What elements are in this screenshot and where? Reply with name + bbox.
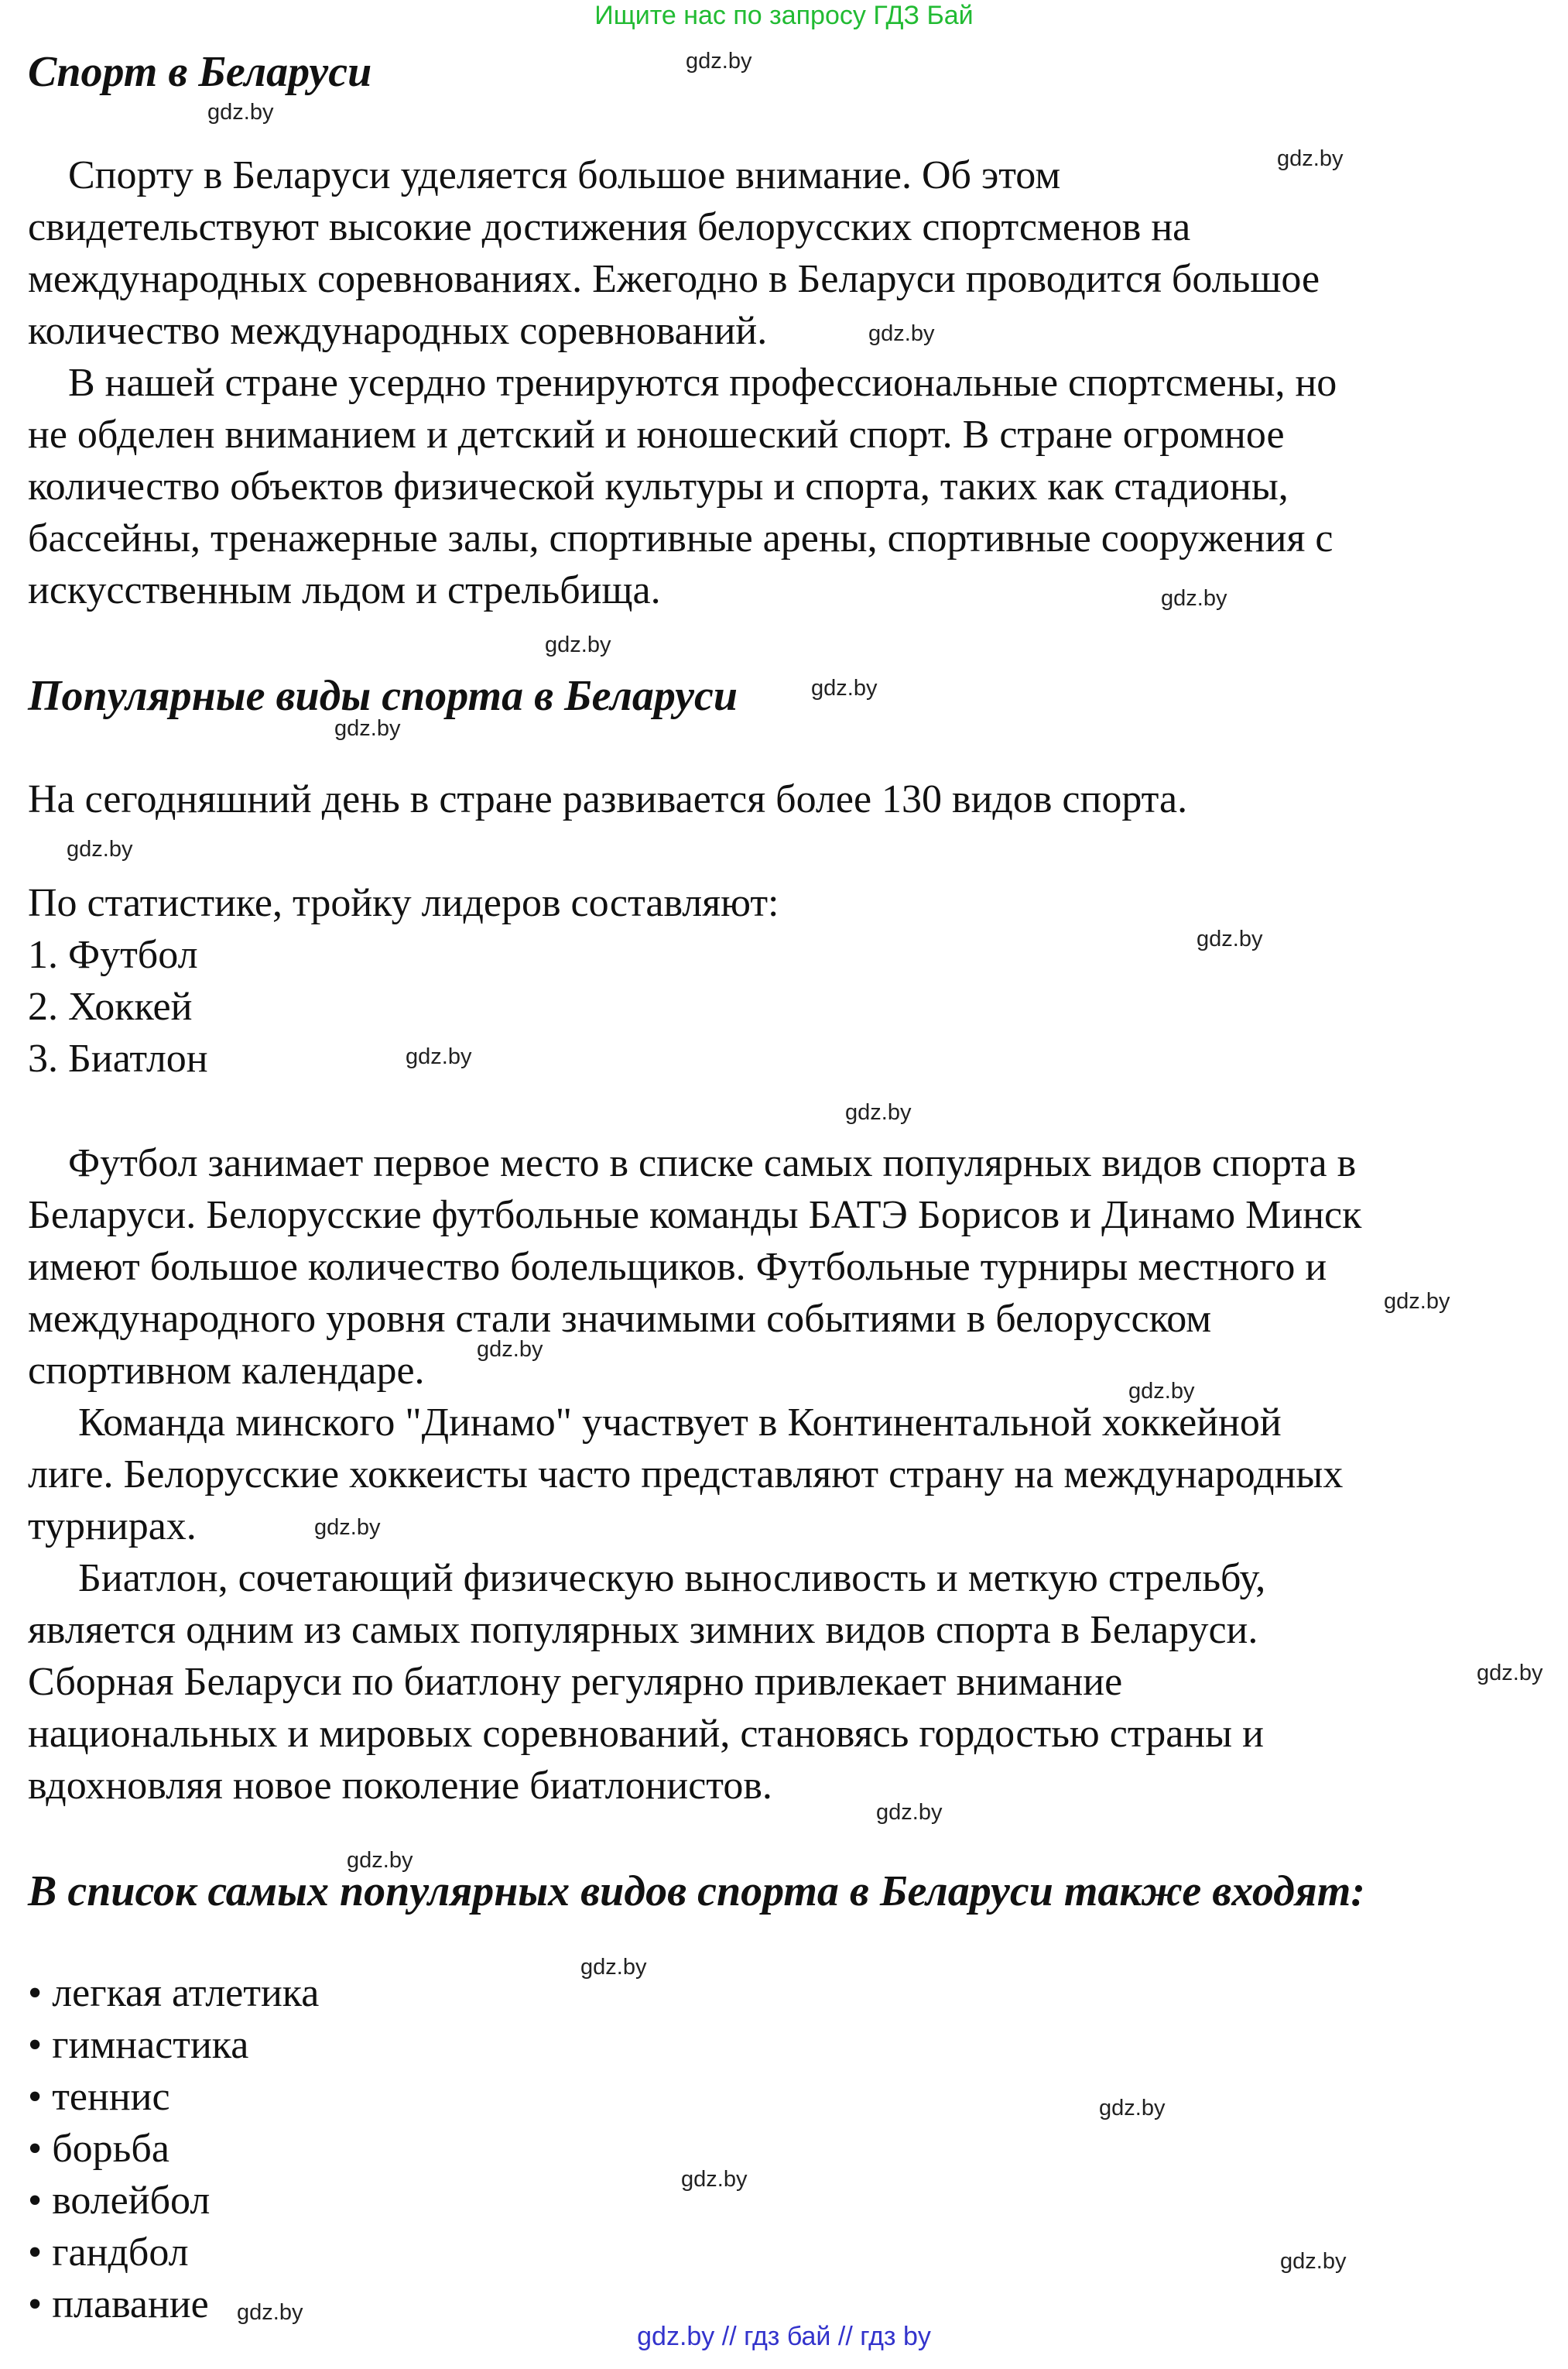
- paragraph-line: В нашей стране усердно тренируются профессиональные спортсмены, но: [28, 361, 1337, 405]
- watermark: gdz.by: [681, 2167, 748, 2192]
- paragraph-line: свидетельствуют высокие достижения белорусских спортсменов на: [28, 205, 1191, 249]
- watermark: gdz.by: [67, 837, 133, 862]
- watermark: gdz.by: [811, 676, 878, 701]
- paragraph-line: Беларуси. Белорусские футбольные команды БАТЭ Борисов и Динамо Минск: [28, 1193, 1362, 1237]
- watermark: gdz.by: [207, 100, 274, 125]
- paragraph-line: количество объектов физической культуры и спорта, таких как стадионы,: [28, 465, 1289, 509]
- paragraph-line: Спорту в Беларуси уделяется большое внимание. Об этом: [28, 153, 1061, 197]
- watermark: gdz.by: [845, 1100, 912, 1125]
- intro-line: На сегодняшний день в стране развивается более 130 видов спорта.: [28, 777, 1188, 821]
- watermark: gdz.by: [1384, 1289, 1450, 1314]
- paragraph-line: является одним из самых популярных зимних видов спорта в Беларуси.: [28, 1608, 1258, 1652]
- watermark: gdz.by: [1128, 1379, 1195, 1404]
- watermark: gdz.by: [237, 2300, 303, 2325]
- paragraph-line: не обделен вниманием и детский и юношеский спорт. В стране огромное: [28, 413, 1285, 457]
- section-title-sport-in-belarus: Спорт в Беларуси: [28, 48, 372, 96]
- watermark: gdz.by: [477, 1337, 543, 1362]
- paragraph-line: имеют большое количество болельщиков. Футбольные турниры местного и: [28, 1245, 1327, 1289]
- watermark: gdz.by: [406, 1044, 472, 1069]
- leader-item: 1. Футбол: [28, 933, 198, 977]
- paragraph-line: турнирах.: [28, 1504, 197, 1548]
- stats-label: По статистике, тройку лидеров составляют:: [28, 881, 779, 925]
- watermark: gdz.by: [868, 321, 935, 346]
- watermark: gdz.by: [347, 1848, 413, 1873]
- paragraph-line: бассейны, тренажерные залы, спортивные арены, спортивные сооружения с: [28, 516, 1333, 561]
- paragraph-line: лиге. Белорусские хоккеисты часто представляют страну на международных: [28, 1452, 1344, 1496]
- sport-list-item: • теннис: [28, 2075, 170, 2119]
- paragraph-line: Сборная Беларуси по биатлону регулярно привлекает внимание: [28, 1660, 1123, 1704]
- sport-list-item: • гандбол: [28, 2230, 189, 2275]
- sport-list-item: • легкая атлетика: [28, 1971, 320, 2015]
- paragraph-line: Футбол занимает первое место в списке самых популярных видов спорта в: [28, 1141, 1357, 1185]
- paragraph-line: спортивном календаре.: [28, 1349, 425, 1393]
- watermark: gdz.by: [1197, 927, 1263, 951]
- section-title-popular-sports: Популярные виды спорта в Беларуси: [28, 672, 738, 720]
- watermark: gdz.by: [334, 716, 401, 741]
- watermark: gdz.by: [1477, 1661, 1543, 1685]
- sport-list-item: • гимнастика: [28, 2023, 249, 2067]
- sport-list-item: • волейбол: [28, 2179, 211, 2223]
- leader-item: 2. Хоккей: [28, 985, 193, 1029]
- watermark: gdz.by: [686, 49, 752, 74]
- watermark: gdz.by: [1280, 2249, 1347, 2274]
- sport-list-item: • борьба: [28, 2127, 169, 2171]
- paragraph-line: искусственным льдом и стрельбища.: [28, 568, 661, 612]
- paragraph-line: вдохновляя новое поколение биатлонистов.: [28, 1764, 772, 1808]
- watermark: gdz.by: [545, 633, 611, 657]
- paragraph-line: международных соревнованиях. Ежегодно в Беларуси проводится большое: [28, 257, 1320, 301]
- footer-links: gdz.by // гдз бай // гдз by: [637, 2322, 931, 2351]
- section-title-also-popular: В список самых популярных видов спорта в Беларуси также входят:: [28, 1867, 1365, 1915]
- watermark: gdz.by: [1161, 586, 1227, 611]
- leader-item: 3. Биатлон: [28, 1037, 208, 1081]
- paragraph-line: количество международных соревнований.: [28, 309, 768, 353]
- paragraph-line: национальных и мировых соревнований, становясь гордостью страны и: [28, 1712, 1264, 1756]
- sport-list-item: • плавание: [28, 2282, 209, 2326]
- watermark: gdz.by: [876, 1800, 943, 1825]
- watermark: gdz.by: [314, 1515, 381, 1540]
- watermark: gdz.by: [1099, 2096, 1166, 2120]
- search-banner: Ищите нас по запросу ГДЗ Бай: [594, 1, 974, 30]
- watermark: gdz.by: [580, 1955, 647, 1980]
- paragraph-line: Биатлон, сочетающий физическую выносливость и меткую стрельбу,: [28, 1556, 1266, 1600]
- paragraph-line: Команда минского "Динамо" участвует в Континентальной хоккейной: [28, 1400, 1282, 1445]
- paragraph-line: международного уровня стали значимыми событиями в белорусском: [28, 1297, 1212, 1341]
- watermark: gdz.by: [1277, 146, 1344, 171]
